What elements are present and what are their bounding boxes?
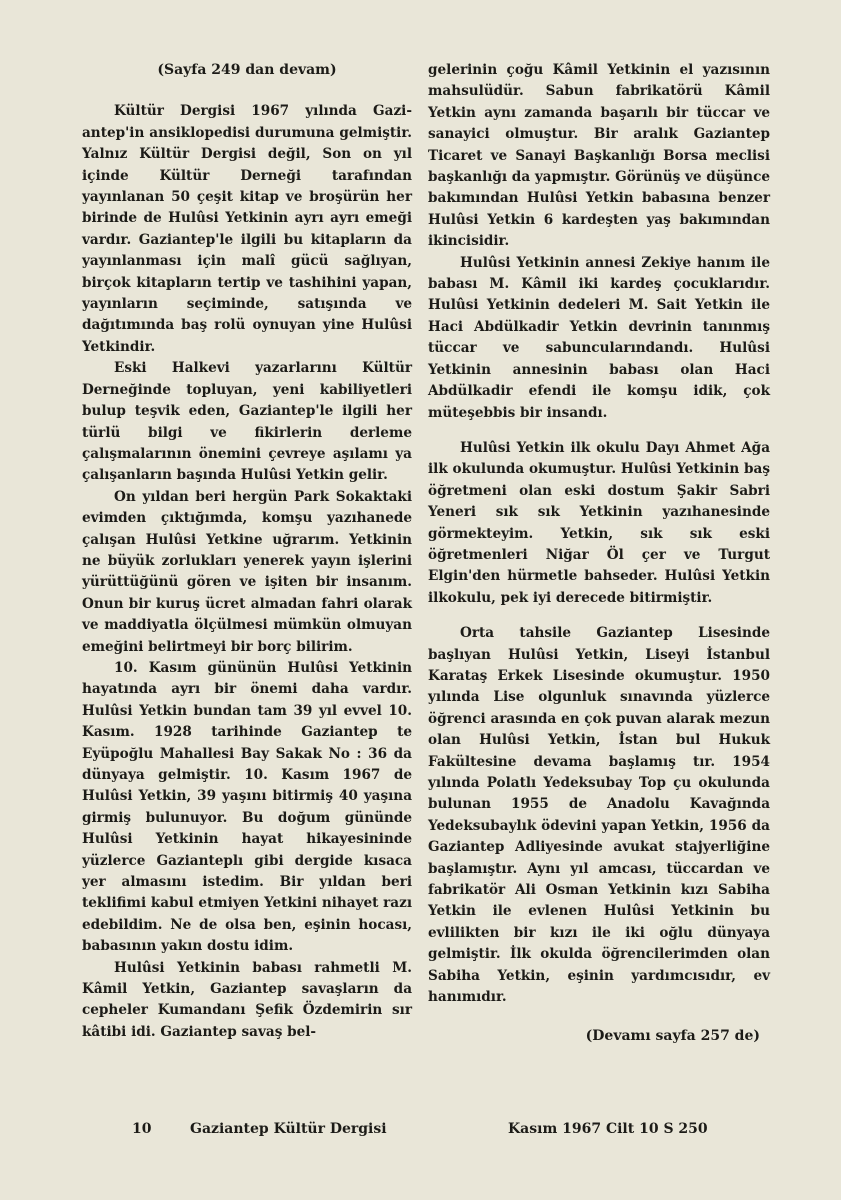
right-column xyxy=(428,60,770,1048)
continued-from-note: (Sayfa 249 dan devam) xyxy=(157,62,337,78)
article-paragraph: On yıldan beri hergün Park Sokaktaki evimden çıktığımda, komşu yazıhanede çalışan Hulûsi Yetkine uğrarım. Yetkinin ne büyük zorlukları yenerek yayın işlerini yürüttüğünü gören ve işiten bir insanım. Onun bir kuruş ücret almadan fahri olarak ve maddiyatla ölçülmesi mümkün olmuyan emeğini belirtmeyi bir borç bilirim. xyxy=(82,488,412,655)
article-paragraph: gelerinin çoğu Kâmil Yetkinin el yazısının mahsulüdür. Sabun fabrikatörü Kâmil Yetkin aynı zamanda başarılı bir tüccar ve sanayici olmuştur. Bir aralık Gaziantep Ticaret ve Sanayi Başkanlığı Borsa meclisi başkanlığı da yapmıştır. Görünüş ve düşünce bakımından Hulûsi Yetkin babasına benzer Hulûsi Yetkin 6 kardeşten yaş bakımından ikincisidir. xyxy=(428,62,770,250)
article-paragraph: Hulûsi Yetkinin annesi Zekiye hanım ile babası M. Kâmil iki kardeş çocuklarıdır. Hulûsi Yetkinin dedeleri M. Sait Yetkin ile Haci Abdülkadir Yetkin devrinin tanınmış tüccar ve sabuncularındandı. Hulûsi Yetkinin annesinin babası olan Haci Abdülkadir efendi ile komşu idik, çok müteşebbis bir insandı. xyxy=(428,254,770,421)
article-paragraph: Hulûsi Yetkinin babası rahmetli M. Kâmil Yetkin, Gaziantep savaşların da cepheler Kumandanı Şefik Özdemirin sır kâtibi idi. Gaziantep savaş bel- xyxy=(82,959,412,1040)
article-paragraph: Eski Halkevi yazarlarını Kültür Derneğinde topluyan, yeni kabiliyetleri bulup teşvik eden, Gaziantep'le ilgili her türlü bilgi ve fikirlerin derleme çalışmalarının önemini çevreye aşılamı ya çalışanların başında Hulûsi Yetkin gelir. xyxy=(82,360,412,484)
article-paragraph: Orta tahsile Gaziantep Lisesinde başlıyan Hulûsi Yetkin, Liseyi İstanbul Karataş Erkek Lisesinde okumuştur. 1950 yılında Lise olgunluk sınavında yüzlerce öğrenci arasında en çok puvan alarak mezun olan Hulûsi Yetkin, İstan bul Hukuk Fakültesine devama başlamış tır. 1954 yılında Polatlı Yedeksubay Top çu okulunda bulunan 1955 de Anadolu Kavağında Yedeksubaylık ödevini yapan Yetkin, 1956 da Gaziantep Adliyesinde avukat stajyerliğine başlamıştır. Aynı yıl amcası, tüccardan ve fabrikatör Ali Osman Yetkinin kızı Sabiha Yetkin ile evlenen Hulûsi Yetkinin bu evlilikten bir kızı ile iki oğlu dünyaya gelmiştir. İlk okulda öğrencilerimden olan Sabiha Yetkin, eşinin yardımcısıdır, ev hanımıdır. xyxy=(428,625,770,1006)
article-paragraph: Kültür Dergisi 1967 yılında Gaziantep'in ansiklopedisi durumuna gelmiştir. Yalnız Kültür Dergisi değil, Son on yıl içinde Kültür Derneği tarafından yayınlanan 50 çeşit kitap ve broşürün her birinde de Hulûsi Yetkinin ayrı ayrı emeği vardır. Gaziantep'le ilgili bu kitapların da yayınlanması için malî gücü sağlıyan, birçok kitapların tertip ve tashihini yapan, yayınların seçiminde, satışında ve dağıtımında baş rolü oynuyan yine Hulûsi Yetkindir. xyxy=(82,103,412,355)
magazine-title: Gaziantep Kültür Dergisi xyxy=(190,1121,387,1137)
left-column xyxy=(82,60,412,1043)
continued-on-note: (Devamı sayfa 257 de) xyxy=(585,1028,760,1045)
page-number: 10 xyxy=(132,1121,152,1137)
article-paragraph: 10. Kasım gününün Hulûsi Yetkinin hayatında ayrı bir önemi daha vardır. Hulûsi Yetkin bundan tam 39 yıl evvel 10. Kasım. 1928 tarihinde Gaziantep te Eyüpoğlu Mahallesi Bay Sakak No : 36 da dünyaya gelmiştir. 10. Kasım 1967 de Hulûsi Yetkin, 39 yaşını bitirmiş 40 yaşına girmiş bulunuyor. Bu doğum gününde Hulûsi Yetkinin hayat hikayesininde yüzlerce Gazianteplı gibi dergide kısaca yer almasını istedim. Bir yıldan beri teklifimi kabul etmiyen Yetkini nihayet razı edebildim. Ne de olsa ben, eşinin hocası, babasının yakın dostu idim. xyxy=(82,659,412,955)
issue-info: Kasım 1967 Cilt 10 S 250 xyxy=(508,1121,708,1137)
article-paragraph: Hulûsi Yetkin ilk okulu Dayı Ahmet Ağa ilk okulunda okumuştur. Hulûsi Yetkinin baş öğretmeni olan eski dostum Şakir Sabri Yeneri sık sık Yetkinin yazıhanesinde görmekteyim. Yetkin, sık sık eski öğretmenleri Niğar Öl çer ve Turgut Elgin'den hürmetle bahseder. Hulûsi Yetkin ilkokulu, pek iyi derecede bitirmiştir. xyxy=(428,439,770,606)
